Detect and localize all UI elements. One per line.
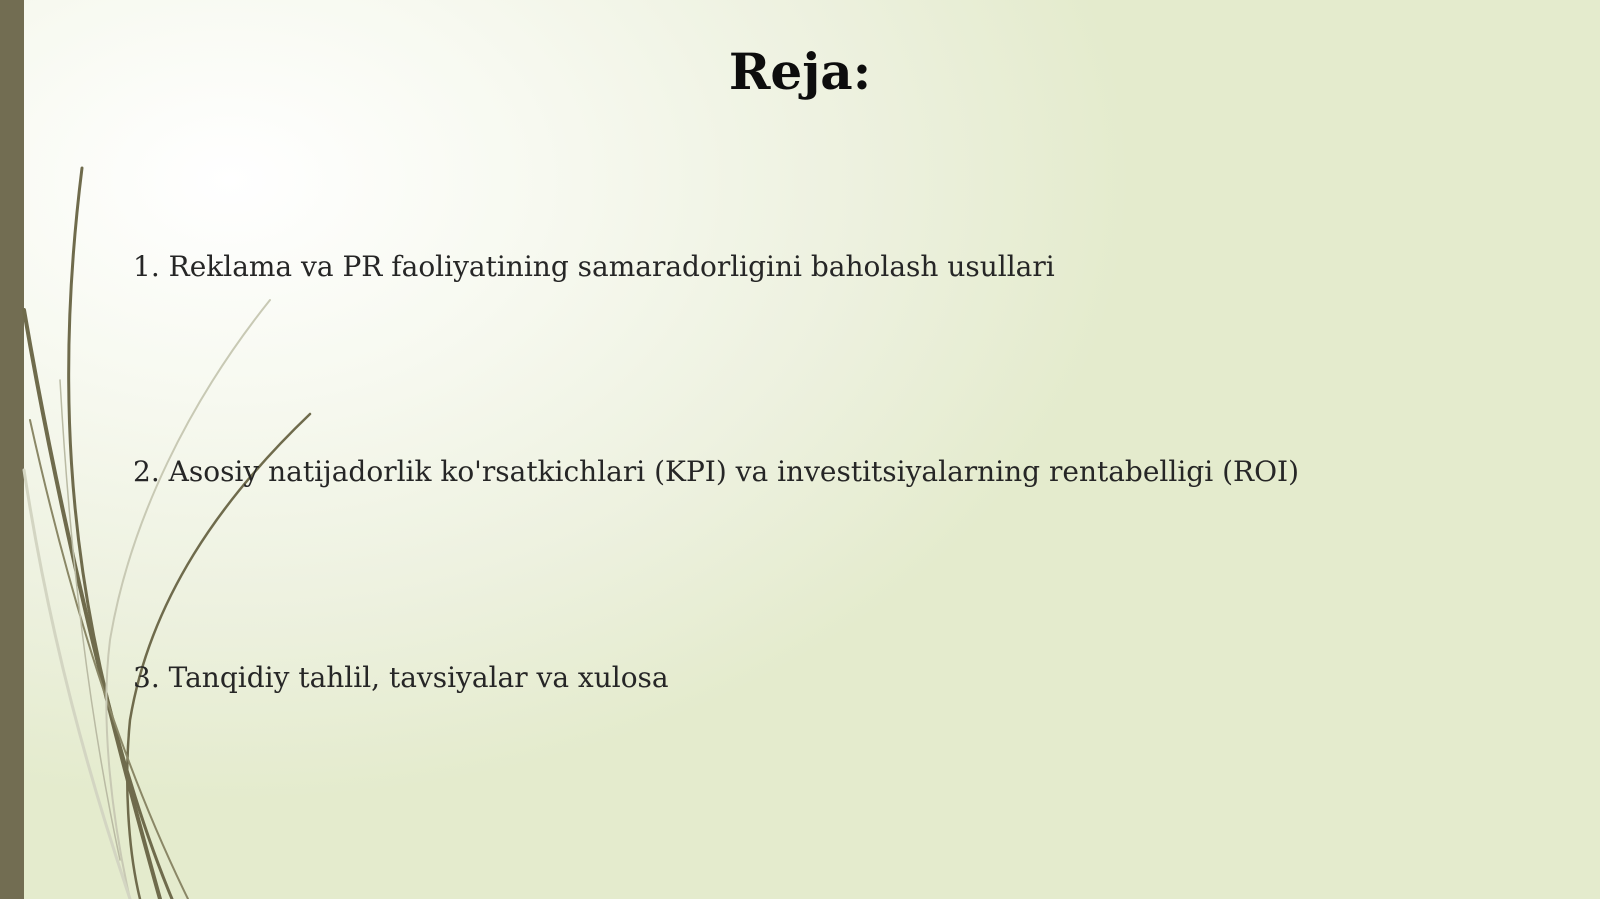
agenda-item-2: 2. Asosiy natijadorlik ko'rsatkichlari (KPI) va investitsiyalarning rentabelligi (ROI) [133,455,1300,488]
slide-title: Reja: [728,42,872,101]
agenda-item-1: 1. Reklama va PR faoliyatining samaradorligini baholash usullari [133,250,1055,283]
agenda-item-3: 3. Tanqidiy tahlil, tavsiyalar va xulosa [133,661,669,694]
